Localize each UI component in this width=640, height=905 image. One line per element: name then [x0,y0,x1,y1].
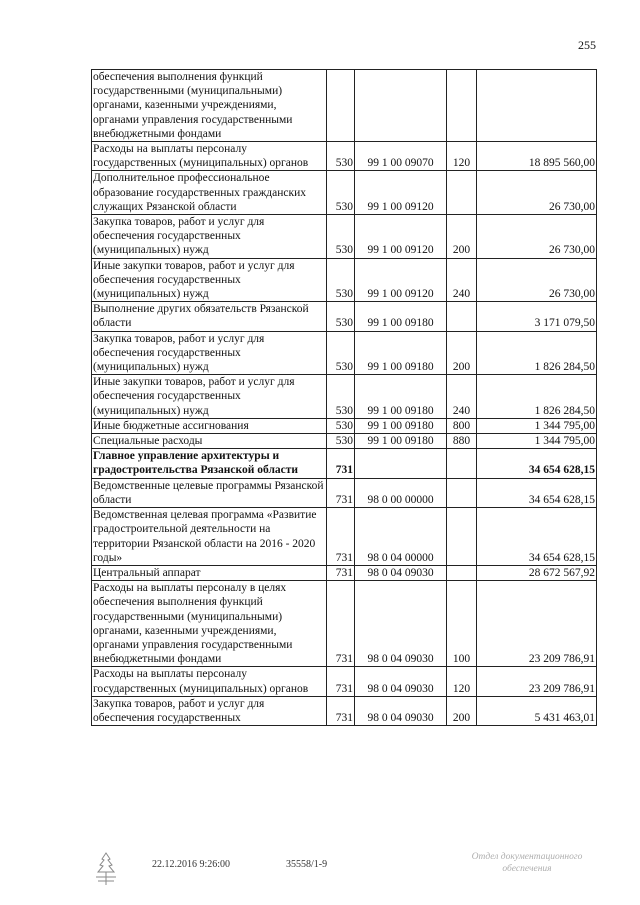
row-code-cell: 731 [327,667,355,696]
row-type-cell [447,565,477,580]
row-csr-cell: 99 1 00 09120 [355,215,447,259]
row-type-cell [447,302,477,331]
table-row [92,667,597,696]
table-row [92,171,597,215]
row-type-cell: 100 [447,581,477,667]
row-type-cell: 200 [447,215,477,259]
table-row [92,331,597,375]
row-name-cell: Закупка товаров, работ и услуг для обеспечения государственных (муниципальных) нужд [92,331,327,375]
row-name-cell: Дополнительное профессиональное образование государственных гражданских служащих Рязанской области [92,171,327,215]
row-amount-cell: 18 895 560,00 [477,142,597,171]
row-type-cell [447,171,477,215]
row-csr-cell: 98 0 04 09030 [355,667,447,696]
table-row [92,302,597,331]
table-row [92,581,597,667]
row-name-cell: Центральный аппарат [92,565,327,580]
table-row [92,142,597,171]
row-type-cell: 120 [447,142,477,171]
table-row [92,418,597,433]
table-row [92,508,597,566]
row-amount-cell [477,70,597,142]
row-csr-cell: 99 1 00 09180 [355,434,447,449]
row-name-cell: Иные закупки товаров, работ и услуг для обеспечения государственных (муниципальных) нужд [92,258,327,302]
row-csr-cell: 98 0 04 09030 [355,696,447,725]
footer-doc-number: 35558/1-9 [286,859,328,870]
row-amount-cell: 23 209 786,91 [477,581,597,667]
row-name-cell: Закупка товаров, работ и услуг для обеспечения государственных [92,696,327,725]
row-code-cell: 731 [327,581,355,667]
row-amount-cell: 1 826 284,50 [477,331,597,375]
row-type-cell [447,478,477,507]
row-amount-cell: 1 344 795,00 [477,418,597,433]
row-name-cell: обеспечения выполнения функций государственными (муниципальными) органами, казенными учреждениями, органами управления государственными внебюджетными фондами [92,70,327,142]
row-amount-cell: 1 826 284,50 [477,375,597,419]
row-code-cell [327,70,355,142]
row-type-cell [447,508,477,566]
row-name-cell: Иные бюджетные ассигнования [92,418,327,433]
row-name-cell: Выполнение других обязательств Рязанской области [92,302,327,331]
row-amount-cell: 3 171 079,50 [477,302,597,331]
row-csr-cell [355,70,447,142]
budget-table [91,69,597,726]
row-name-cell: Ведомственные целевые программы Рязанской области [92,478,327,507]
row-code-cell: 530 [327,302,355,331]
row-type-cell [447,449,477,478]
row-amount-cell: 34 654 628,15 [477,508,597,566]
table-row [92,478,597,507]
row-code-cell: 530 [327,331,355,375]
row-code-cell: 530 [327,434,355,449]
row-name-cell: Иные закупки товаров, работ и услуг для обеспечения государственных (муниципальных) нужд [92,375,327,419]
row-code-cell: 530 [327,375,355,419]
emblem-icon [92,851,120,887]
row-type-cell: 240 [447,375,477,419]
table-row [92,434,597,449]
row-csr-cell: 99 1 00 09070 [355,142,447,171]
row-name-cell: Специальные расходы [92,434,327,449]
table-row [92,215,597,259]
row-name-cell: Расходы на выплаты персоналу государственных (муниципальных) органов [92,142,327,171]
row-type-cell: 120 [447,667,477,696]
row-code-cell: 530 [327,418,355,433]
row-name-cell: Ведомственная целевая программа «Развитие градостроительной деятельности на территории Рязанской области на 2016 - 2020 годы» [92,508,327,566]
footer-date: 22.12.2016 9:26:00 [152,859,231,870]
row-amount-cell: 5 431 463,01 [477,696,597,725]
row-csr-cell: 99 1 00 09180 [355,302,447,331]
row-amount-cell: 23 209 786,91 [477,667,597,696]
row-csr-cell: 99 1 00 09120 [355,171,447,215]
row-code-cell: 731 [327,696,355,725]
row-name-cell: Главное управление архитектуры и градостроительства Рязанской области [92,449,327,478]
row-csr-cell: 99 1 00 09180 [355,331,447,375]
row-type-cell: 200 [447,696,477,725]
office-stamp: Отдел документационного обеспечения [471,852,583,874]
row-amount-cell: 34 654 628,15 [477,478,597,507]
row-amount-cell: 26 730,00 [477,171,597,215]
row-code-cell: 530 [327,258,355,302]
row-type-cell: 240 [447,258,477,302]
row-code-cell: 731 [327,478,355,507]
table-row [92,696,597,725]
row-csr-cell: 98 0 00 00000 [355,478,447,507]
row-amount-cell: 1 344 795,00 [477,434,597,449]
table-row [92,258,597,302]
row-csr-cell: 98 0 04 00000 [355,508,447,566]
row-csr-cell: 99 1 00 09180 [355,418,447,433]
table-row [92,70,597,142]
row-amount-cell: 28 672 567,92 [477,565,597,580]
row-code-cell: 530 [327,171,355,215]
page-number: 255 [578,38,596,52]
row-code-cell: 731 [327,565,355,580]
table-row [92,449,597,478]
row-amount-cell: 26 730,00 [477,258,597,302]
row-type-cell: 800 [447,418,477,433]
table-row [92,565,597,580]
row-name-cell: Расходы на выплаты персоналу государственных (муниципальных) органов [92,667,327,696]
row-amount-cell: 34 654 628,15 [477,449,597,478]
row-amount-cell: 26 730,00 [477,215,597,259]
row-csr-cell: 98 0 04 09030 [355,565,447,580]
row-type-cell: 200 [447,331,477,375]
budget-table-body [92,70,597,726]
row-csr-cell: 98 0 04 09030 [355,581,447,667]
table-row [92,375,597,419]
row-type-cell [447,70,477,142]
row-name-cell: Расходы на выплаты персоналу в целях обеспечения выполнения функций государственными (муниципальными) органами, казенными учреждениями, органами управления государственными внебюджетными фондами [92,581,327,667]
row-csr-cell: 99 1 00 09180 [355,375,447,419]
row-code-cell: 731 [327,449,355,478]
row-csr-cell: 99 1 00 09120 [355,258,447,302]
row-code-cell: 530 [327,142,355,171]
row-code-cell: 530 [327,215,355,259]
row-name-cell: Закупка товаров, работ и услуг для обеспечения государственных (муниципальных) нужд [92,215,327,259]
row-csr-cell [355,449,447,478]
row-type-cell: 880 [447,434,477,449]
row-code-cell: 731 [327,508,355,566]
